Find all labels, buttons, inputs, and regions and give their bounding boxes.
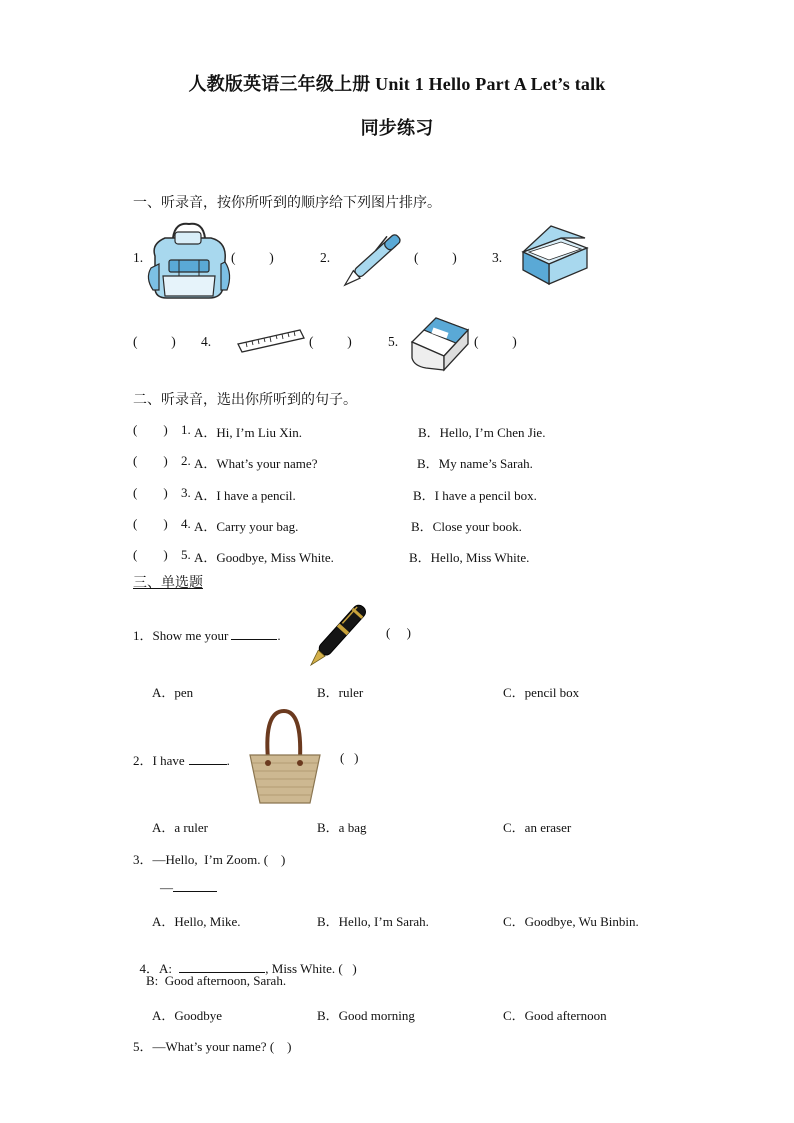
s2-q5-paren[interactable]: ( ) <box>133 547 168 562</box>
s3-q2-blank[interactable] <box>189 764 227 765</box>
s1-item-3-paren[interactable]: ( ) <box>133 334 176 349</box>
s2-q3-number: 3. <box>181 485 191 500</box>
s3-q4-option-a[interactable]: A．Goodbye <box>152 1008 223 1023</box>
s2-q2-option-b[interactable]: B．My name’s Sarah. <box>417 456 533 471</box>
s3-q3-reply-dash: — <box>160 880 173 895</box>
s3-q4-stem <box>133 942 357 977</box>
s3-q2-stem-text: 2．I have <box>133 753 185 768</box>
s3-q4-option-b[interactable]: B．Good morning <box>317 1008 415 1023</box>
s1-item-1-paren[interactable]: ( ) <box>231 250 274 265</box>
s3-q3-option-a[interactable]: A．Hello, Mike. <box>152 914 241 929</box>
s2-q5-option-b[interactable]: B．Hello, Miss White. <box>409 550 530 565</box>
s2-q4-paren[interactable]: ( ) <box>133 516 168 531</box>
ruler-icon <box>236 328 306 354</box>
s2-q1-number: 1. <box>181 422 191 437</box>
section1-heading: 一、听录音，按你所听到的顺序给下列图片排序。 <box>133 195 441 211</box>
s2-q5-number: 5. <box>181 547 191 562</box>
s2-q2-paren[interactable]: ( ) <box>133 453 168 468</box>
s1-item-5-paren[interactable]: ( ) <box>474 334 517 349</box>
s2-q2-number: 2. <box>181 453 191 468</box>
s2-q1-option-a[interactable]: A．Hi, I’m Liu Xin. <box>194 425 302 440</box>
s1-item-2-paren[interactable]: ( ) <box>414 250 457 265</box>
s2-q1-paren[interactable]: ( ) <box>133 422 168 437</box>
s1-item-4-number: 4. <box>201 334 212 349</box>
s2-q3-paren[interactable]: ( ) <box>133 485 168 500</box>
s3-q4-line2: B: Good afternoon, Sarah. <box>146 973 287 988</box>
pencil-box-icon <box>515 222 591 288</box>
s3-q3-stem: 3．—Hello, I’m Zoom. ( ) <box>133 852 286 867</box>
s2-q1-option-b[interactable]: B．Hello, I’m Chen Jie. <box>418 425 546 440</box>
s3-q1-option-a[interactable]: A．pen <box>152 685 194 700</box>
s1-item-3-number: 3. <box>492 250 503 265</box>
s3-q2-option-c[interactable]: C．an eraser <box>503 820 572 835</box>
s3-q1-stem-end: . <box>277 628 281 643</box>
s3-q1-option-b[interactable]: B．ruler <box>317 685 364 700</box>
s3-q1-blank[interactable] <box>231 639 277 640</box>
s2-q4-number: 4. <box>181 516 191 531</box>
s3-q1-stem-text: 1．Show me your <box>133 628 229 643</box>
s3-q2-option-a[interactable]: A．a ruler <box>152 820 208 835</box>
s3-q2-stem-end: . <box>226 753 230 768</box>
page-subtitle: 同步练习 <box>360 118 434 138</box>
s1-item-5-number: 5. <box>388 334 399 349</box>
s3-q3-blank[interactable] <box>173 891 217 892</box>
s1-item-4-paren[interactable]: ( ) <box>309 334 352 349</box>
bag-icon <box>244 707 326 805</box>
s2-q2-option-a[interactable]: A．What’s your name? <box>194 456 318 471</box>
pen-icon <box>340 225 412 289</box>
s3-q4-stem-b: , Miss White. ( ) <box>265 961 357 976</box>
s3-q4-stem-a: 4．A: <box>139 961 176 976</box>
s1-item-2-number: 2. <box>320 250 331 265</box>
s3-q3-option-b[interactable]: B．Hello, I’m Sarah. <box>317 914 429 929</box>
s3-q1-stem <box>133 625 281 644</box>
s3-q2-option-b[interactable]: B．a bag <box>317 820 367 835</box>
s2-q4-option-b[interactable]: B．Close your book. <box>411 519 522 534</box>
s3-q1-option-c[interactable]: C．pencil box <box>503 685 580 700</box>
s3-q3-reply <box>160 880 217 896</box>
s2-q4-option-a[interactable]: A．Carry your bag. <box>194 519 299 534</box>
page-title: 人教版英语三年级上册 Unit 1 Hello Part A Let’s talk <box>188 74 606 94</box>
s1-item-1-number: 1. <box>133 250 144 265</box>
s3-q2-stem <box>133 750 230 769</box>
s3-q3-option-c[interactable]: C．Goodbye, Wu Binbin. <box>503 914 639 929</box>
s2-q3-option-a[interactable]: A．I have a pencil. <box>194 488 296 503</box>
s3-q2-paren[interactable]: ( ) <box>340 750 359 765</box>
s3-q5-stem: 5．—What’s your name? ( ) <box>133 1039 292 1054</box>
eraser-icon <box>408 312 472 372</box>
section2-heading: 二、听录音，选出你所听到的句子。 <box>133 392 357 408</box>
fountain-pen-icon <box>298 590 382 674</box>
section3-heading: 三、单选题 <box>133 575 203 591</box>
backpack-icon <box>145 218 231 300</box>
s3-q1-paren[interactable]: ( ) <box>386 625 411 640</box>
s2-q3-option-b[interactable]: B．I have a pencil box. <box>413 488 537 503</box>
s2-q5-option-a[interactable]: A．Goodbye, Miss White. <box>194 550 334 565</box>
s3-q4-option-c[interactable]: C．Good afternoon <box>503 1008 607 1023</box>
